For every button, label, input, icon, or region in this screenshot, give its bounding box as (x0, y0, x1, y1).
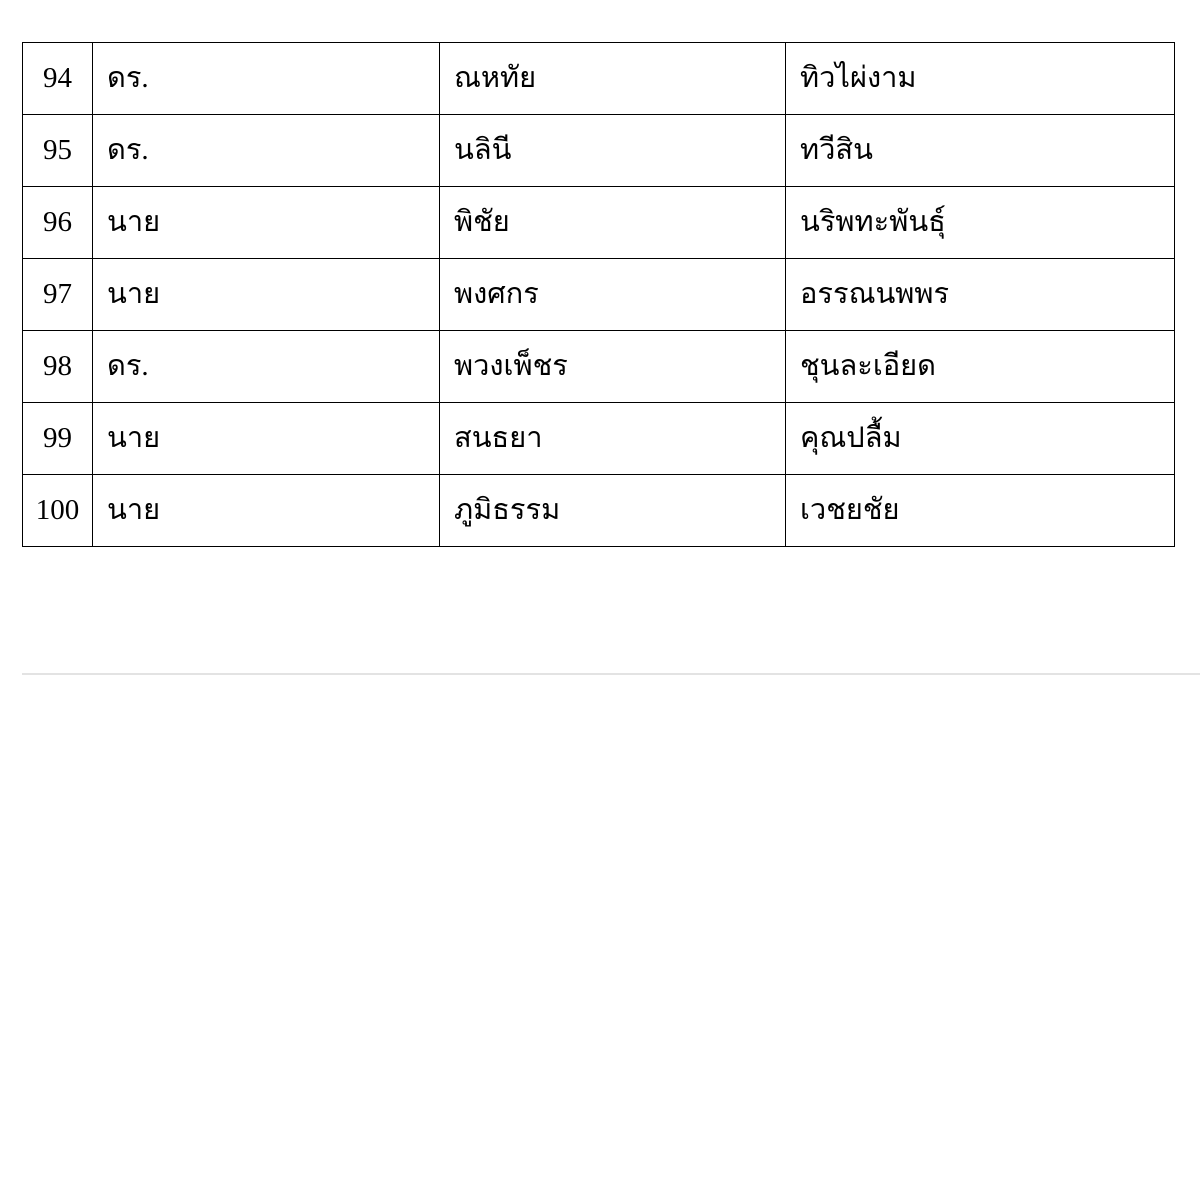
row-number: 97 (23, 259, 93, 331)
table-row (23, 43, 1175, 115)
name-roster-table (22, 42, 1175, 547)
last-name: นริพทะพันธุ์ (786, 187, 1175, 259)
first-name: นลินี (440, 115, 786, 187)
name-title: นาย (93, 475, 440, 547)
table-row (23, 331, 1175, 403)
table-row (23, 403, 1175, 475)
last-name: ทิวไผ่งาม (786, 43, 1175, 115)
first-name: ณหทัย (440, 43, 786, 115)
first-name: พวงเพ็ชร (440, 331, 786, 403)
row-number: 99 (23, 403, 93, 475)
last-name: ชุนละเอียด (786, 331, 1175, 403)
name-title: นาย (93, 403, 440, 475)
last-name: ทวีสิน (786, 115, 1175, 187)
table-row (23, 475, 1175, 547)
row-number: 100 (23, 475, 93, 547)
name-title: ดร. (93, 331, 440, 403)
first-name: ภูมิธรรม (440, 475, 786, 547)
first-name: พงศกร (440, 259, 786, 331)
last-name: คุณปลื้ม (786, 403, 1175, 475)
row-number: 98 (23, 331, 93, 403)
table-row (23, 115, 1175, 187)
table-row (23, 187, 1175, 259)
row-number: 95 (23, 115, 93, 187)
last-name: อรรณนพพร (786, 259, 1175, 331)
name-title: นาย (93, 187, 440, 259)
first-name: พิชัย (440, 187, 786, 259)
name-title: ดร. (93, 115, 440, 187)
name-title: ดร. (93, 43, 440, 115)
name-title: นาย (93, 259, 440, 331)
row-number: 96 (23, 187, 93, 259)
page-divider (22, 673, 1200, 675)
first-name: สนธยา (440, 403, 786, 475)
table-row (23, 259, 1175, 331)
last-name: เวชยชัย (786, 475, 1175, 547)
row-number: 94 (23, 43, 93, 115)
